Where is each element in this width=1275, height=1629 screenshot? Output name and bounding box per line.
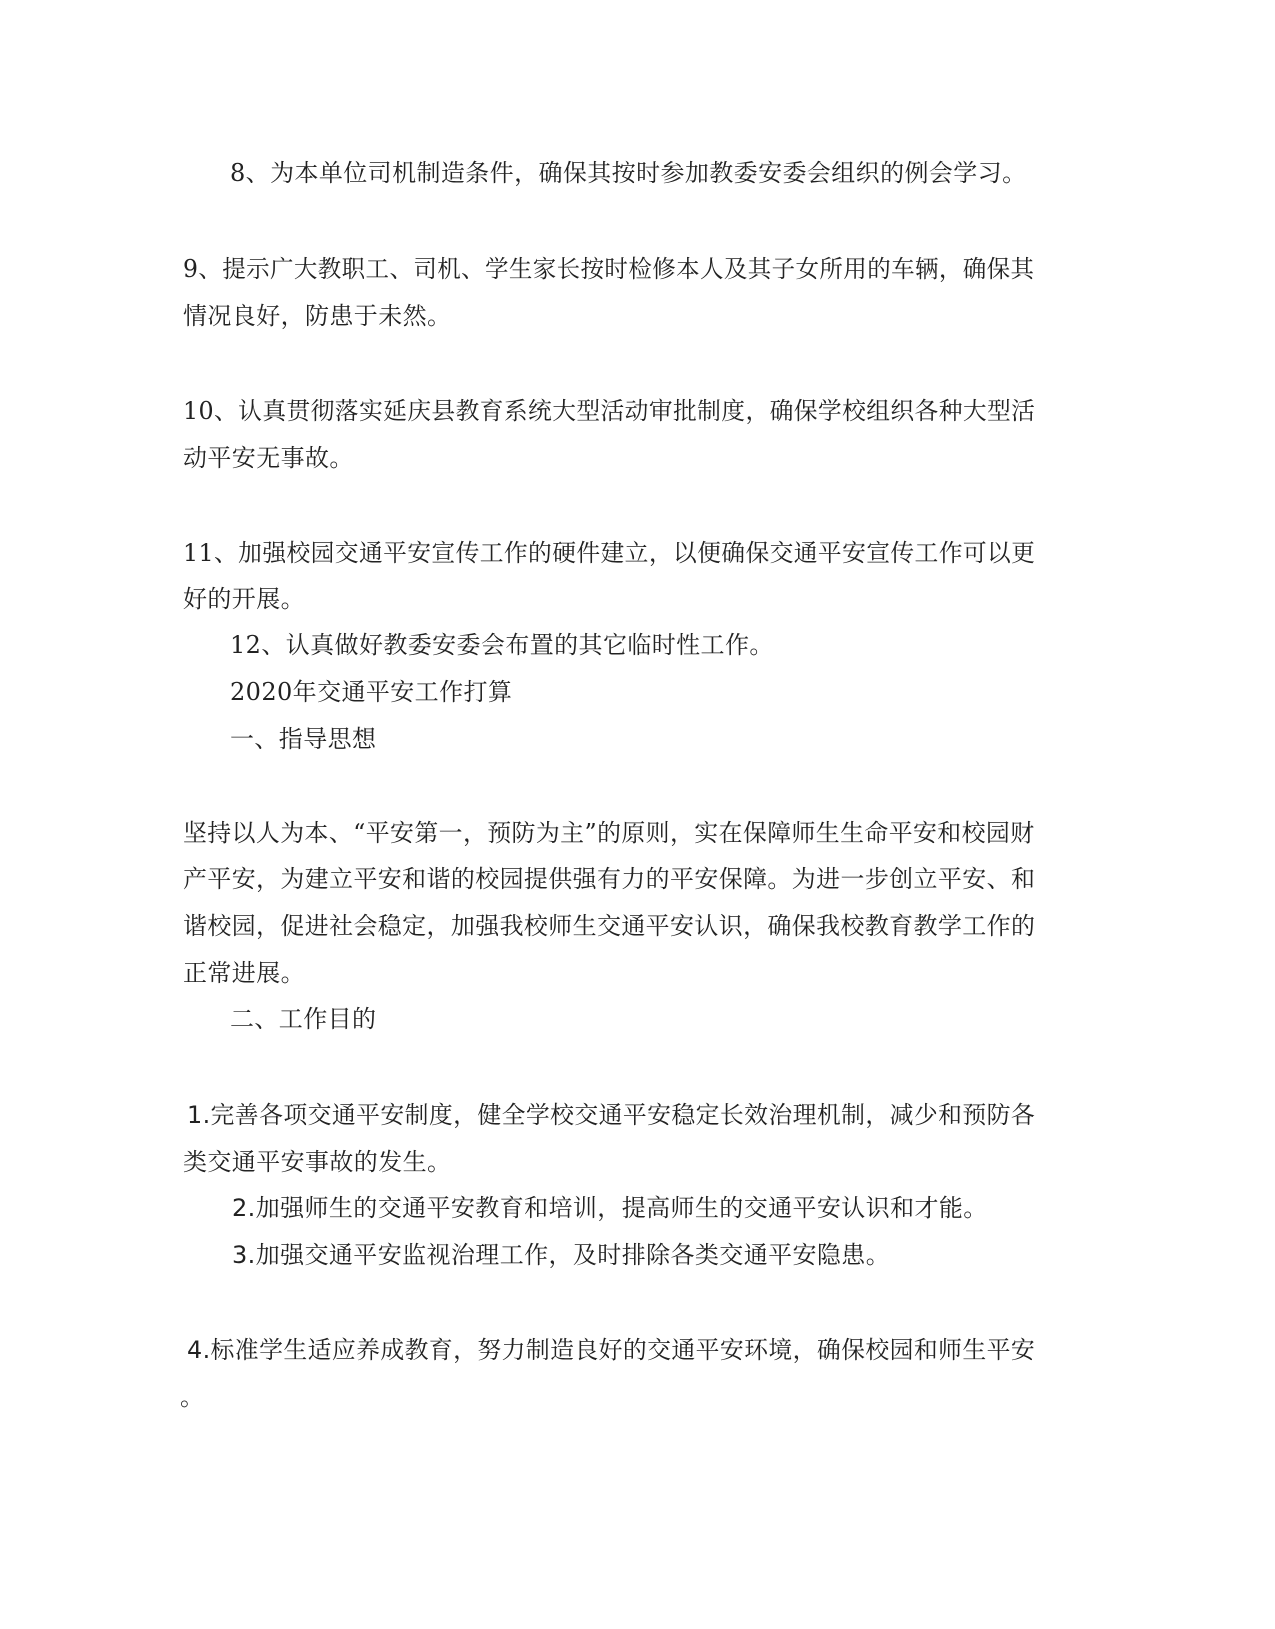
goal-3: 3.加强交通平安监视治理工作，及时排除各类交通平安隐患。 <box>232 1241 891 1269</box>
section-1-heading: 一、指导思想 <box>230 725 377 753</box>
goal-1-line-1: 1.完善各项交通平安制度，健全学校交通平安稳定长效治理机制，减少和预防各 <box>187 1101 1036 1129</box>
item-9-line-2: 情况良好，防患于未然。 <box>183 302 452 330</box>
section-2-heading: 二、工作目的 <box>230 1005 377 1033</box>
item-12: 12、认真做好教委安委会布置的其它临时性工作。 <box>230 631 774 659</box>
item-10-line-2: 动平安无事故。 <box>183 444 354 472</box>
guide-paragraph-line-2: 产平安，为建立平安和谐的校园提供强有力的平安保障。为进一步创立平安、和 <box>183 865 1036 893</box>
plan-title: 2020年交通平安工作打算 <box>230 678 513 706</box>
goal-1-line-2: 类交通平安事故的发生。 <box>183 1148 452 1176</box>
goal-4-line-2: 。 <box>180 1383 205 1411</box>
guide-paragraph-line-4: 正常进展。 <box>183 959 305 987</box>
item-8: 8、为本单位司机制造条件，确保其按时参加教委安委会组织的例会学习。 <box>230 159 1027 187</box>
goal-2: 2.加强师生的交通平安教育和培训，提高师生的交通平安认识和才能。 <box>232 1194 988 1222</box>
guide-paragraph-line-3: 谐校园，促进社会稳定，加强我校师生交通平安认识，确保我校教育教学工作的 <box>183 912 1036 940</box>
guide-paragraph-line-1: 坚持以人为本、“平安第一，预防为主”的原则，实在保障师生生命平安和校园财 <box>183 819 1035 847</box>
item-9-line-1: 9、提示广大教职工、司机、学生家长按时检修本人及其子女所用的车辆，确保其 <box>183 255 1035 283</box>
item-10-line-1: 10、认真贯彻落实延庆县教育系统大型活动审批制度，确保学校组织各种大型活 <box>183 397 1036 425</box>
item-11-line-2: 好的开展。 <box>183 585 305 613</box>
goal-4-line-1: 4.标准学生适应养成教育，努力制造良好的交通平安环境，确保校园和师生平安 <box>187 1336 1036 1364</box>
item-11-line-1: 11、加强校园交通平安宣传工作的硬件建立，以便确保交通平安宣传工作可以更 <box>183 539 1036 567</box>
